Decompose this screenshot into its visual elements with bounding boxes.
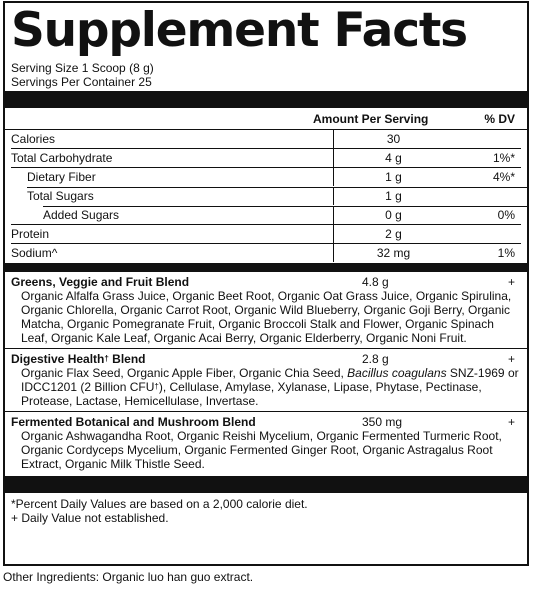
- footnotes: [11, 493, 521, 525]
- blend-name: Digestive Health† Blend: [11, 352, 146, 366]
- nutrient-dv: 4%*: [492, 170, 515, 184]
- thick-divider: [5, 91, 527, 108]
- nutrient-row-added-sugars: [11, 206, 521, 225]
- blend-fermented-botanical: [5, 412, 527, 474]
- blend-amount: 2.8 g: [362, 352, 389, 366]
- column-header: [5, 108, 527, 130]
- nutrient-amount: 1 g: [333, 168, 453, 186]
- nutrient-row-protein: [11, 225, 521, 244]
- nutrient-amount: 4 g: [333, 149, 453, 167]
- blend-digestive-health: [5, 349, 527, 412]
- other-ingredients: Other Ingredients: Organic luo han guo extract.: [3, 570, 254, 584]
- nutrient-label: Protein: [11, 227, 50, 241]
- nutrient-row-total-sugars: [11, 187, 521, 206]
- nutrient-row-dietary-fiber: [11, 168, 521, 187]
- nutrient-row-sodium: [11, 244, 521, 263]
- nutrient-row-total-carbohydrate: [11, 149, 521, 168]
- nutrient-label: Dietary Fiber: [27, 170, 96, 184]
- nutrient-row-calories: [11, 130, 521, 149]
- nutrient-amount: 1 g: [333, 187, 453, 205]
- dv-header: % DV: [484, 111, 515, 126]
- blend-amount: 4.8 g: [362, 275, 389, 289]
- blend-ingredients: Organic Flax Seed, Organic Apple Fiber, Organic Chia Seed, Bacillus coagulans SNZ-1969 or IDCC1201 (2 Billion CFU†), Cellulase, Amylase, Xylanase, Lipase, Phytase, Pectinase, Protease, Lactase, Hemicellulase, Invertase.: [21, 366, 519, 408]
- nutrient-label: Total Carbohydrate: [11, 151, 113, 165]
- footnote-not-established: + Daily Value not established.: [11, 511, 169, 525]
- amount-per-serving-header: Amount Per Serving: [313, 111, 429, 126]
- blend-dv: +: [507, 352, 515, 366]
- footnote-dv: *Percent Daily Values are based on a 2,000 calorie diet.: [11, 497, 308, 511]
- supplement-facts-panel: [3, 1, 529, 566]
- blend-dv: +: [507, 415, 515, 429]
- panel-title: Supplement Facts: [11, 3, 467, 58]
- blend-name: Fermented Botanical and Mushroom Blend: [11, 415, 256, 429]
- nutrient-dv: 1%*: [492, 151, 515, 165]
- nutrient-label: Added Sugars: [43, 208, 120, 222]
- nutrient-amount: 30: [333, 130, 453, 148]
- bottom-thick-divider: [5, 476, 527, 493]
- nutrient-amount: 2 g: [333, 225, 453, 243]
- nutrient-amount: 0 g: [333, 206, 453, 224]
- nutrient-label: Total Sugars: [27, 189, 94, 203]
- nutrient-label: Sodium^: [11, 246, 58, 260]
- nutrient-label: Calories: [11, 132, 56, 146]
- blend-ingredients: Organic Ashwagandha Root, Organic Reishi Mycelium, Organic Fermented Turmeric Root, Organic Cordyceps Mycelium, Organic Fermented Ginger Root, Organic Astragalus Root Extract, Organic Milk Thistle Seed.: [21, 429, 502, 471]
- blend-amount: 350 mg: [362, 415, 403, 429]
- blend-greens: [5, 272, 527, 349]
- nutrient-dv: 1%: [497, 246, 515, 260]
- servings-per-container: Servings Per Container 25: [11, 75, 152, 89]
- blend-dv: +: [507, 275, 515, 289]
- blend-ingredients: Organic Alfalfa Grass Juice, Organic Beet Root, Organic Oat Grass Juice, Organic Spirulina, Organic Chlorella, Organic Carrot Root, Organic Wild Blueberry, Organic Goji Berry, Organic Matcha, Organic Pomegranate Fruit, Organic Broccoli Stalk and Flower, Organic Spinach Leaf, Organic Kale Leaf, Organic Acai Berry, Organic Elderberry, Organic Noni Fruit.: [21, 289, 512, 345]
- nutrient-dv: 0%: [497, 208, 515, 222]
- nutrient-amount: 32 mg: [333, 244, 453, 262]
- medium-divider: [5, 263, 527, 272]
- blend-name: Greens, Veggie and Fruit Blend: [11, 275, 190, 289]
- serving-size: Serving Size 1 Scoop (8 g): [11, 61, 154, 75]
